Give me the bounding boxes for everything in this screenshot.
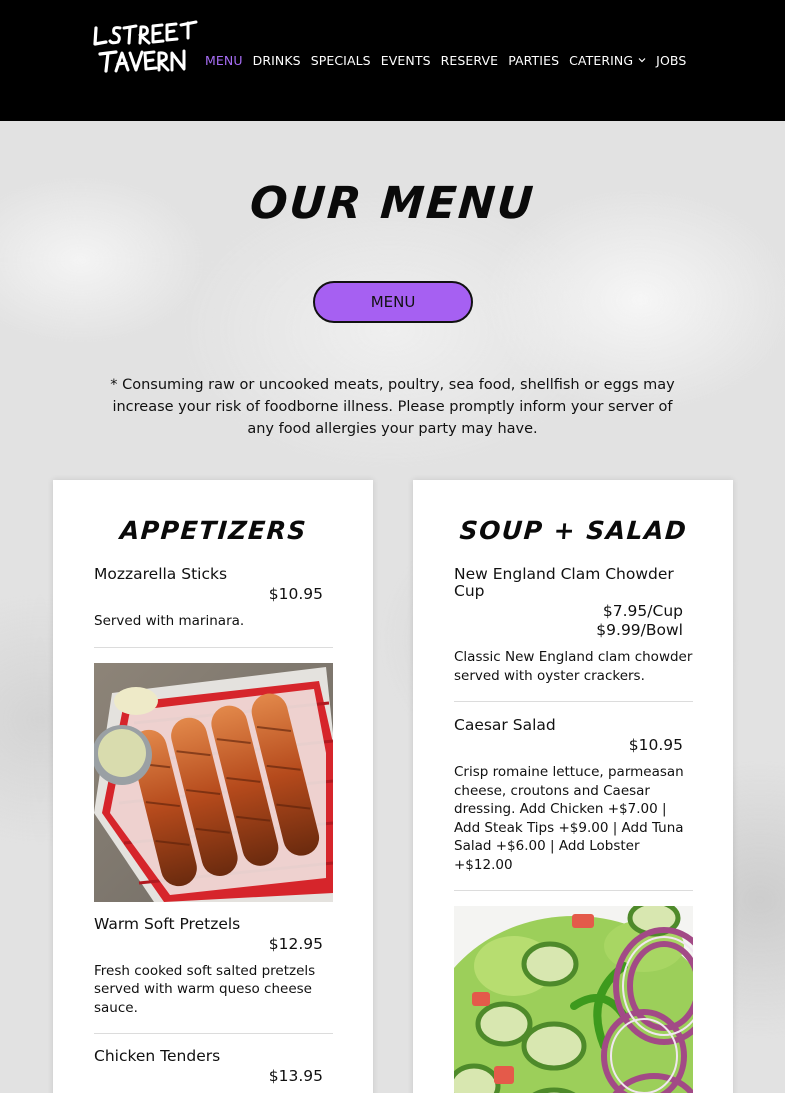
nav-item-menu[interactable] xyxy=(205,53,243,68)
section-title: APPETIZERS xyxy=(119,516,308,545)
site-logo[interactable] xyxy=(92,16,198,76)
menu-item xyxy=(454,566,693,702)
item-name: Caesar Salad xyxy=(454,716,556,734)
item-price: $13.95 xyxy=(268,1067,323,1085)
item-price: $10.95 xyxy=(268,585,323,603)
item-description: Fresh cooked soft salted pretzels served with warm queso cheese sauce. xyxy=(94,962,316,1016)
item-price: $10.95 xyxy=(628,736,683,754)
nav-item-parties[interactable] xyxy=(508,53,559,68)
nav-item-label: JOBS xyxy=(656,52,687,68)
item-price: $12.95 xyxy=(268,934,323,953)
food-safety-disclaimer: * Consuming raw or uncooked meats, poultry, sea food, shellfish or eggs may increase your risk of foodborne illness. Please promptly inform your server of any food allergies your party may have. xyxy=(110,377,675,437)
section-title: SOUP + SALAD xyxy=(458,516,689,545)
nav-item-label: RESERVE xyxy=(440,52,499,68)
nav-item-label: DRINKS xyxy=(252,52,301,68)
site-header xyxy=(0,0,785,121)
nav-item-catering[interactable] xyxy=(569,53,646,68)
nav-item-label: MENU xyxy=(205,52,243,68)
item-name: Mozzarella Sticks xyxy=(94,565,228,583)
page-title: OUR MENU xyxy=(248,178,537,229)
salad-photo xyxy=(454,906,693,1093)
nav-item-label: CATERING xyxy=(569,52,634,68)
main-nav xyxy=(205,50,696,70)
nav-item-label: PARTIES xyxy=(508,52,560,68)
nav-item-drinks[interactable] xyxy=(253,53,301,68)
item-description: Crisp romaine lettuce, parmeasan cheese, croutons and Caesar dressing. Add Chicken +$7.00 | Add Steak Tips +$9.00 | Add Tuna Salad +$6.00 | Add Lobster +$12.00 xyxy=(454,764,684,873)
item-name: New England Clam Chowder Cup xyxy=(454,565,674,600)
nav-item-jobs[interactable] xyxy=(656,53,686,68)
nav-item-reserve[interactable] xyxy=(441,53,499,68)
menu-button[interactable]: MENU xyxy=(313,281,473,323)
item-description: Served with marinara. xyxy=(94,613,245,629)
menu-item xyxy=(94,1048,333,1093)
nav-item-specials[interactable] xyxy=(311,53,371,68)
chevron-down-icon xyxy=(638,56,646,64)
item-price-cup: $7.95/Cup xyxy=(602,602,683,620)
nav-item-label: EVENTS xyxy=(380,52,431,68)
menu-item xyxy=(94,566,333,648)
logo-graphic xyxy=(92,16,198,76)
appetizers-card xyxy=(53,480,373,1093)
item-price-bowl: $9.99/Bowl xyxy=(596,621,683,639)
nav-item-label: SPECIALS xyxy=(310,52,371,68)
menu-item xyxy=(454,717,693,891)
item-name: Chicken Tenders xyxy=(94,1047,221,1065)
item-description: Classic New England clam chowder served with oyster crackers. xyxy=(454,649,693,684)
nav-item-events[interactable] xyxy=(381,53,431,68)
pretzels-photo xyxy=(94,663,333,902)
item-name: Warm Soft Pretzels xyxy=(94,914,241,933)
menu-item xyxy=(94,916,333,1035)
soup-salad-card xyxy=(413,480,733,1093)
